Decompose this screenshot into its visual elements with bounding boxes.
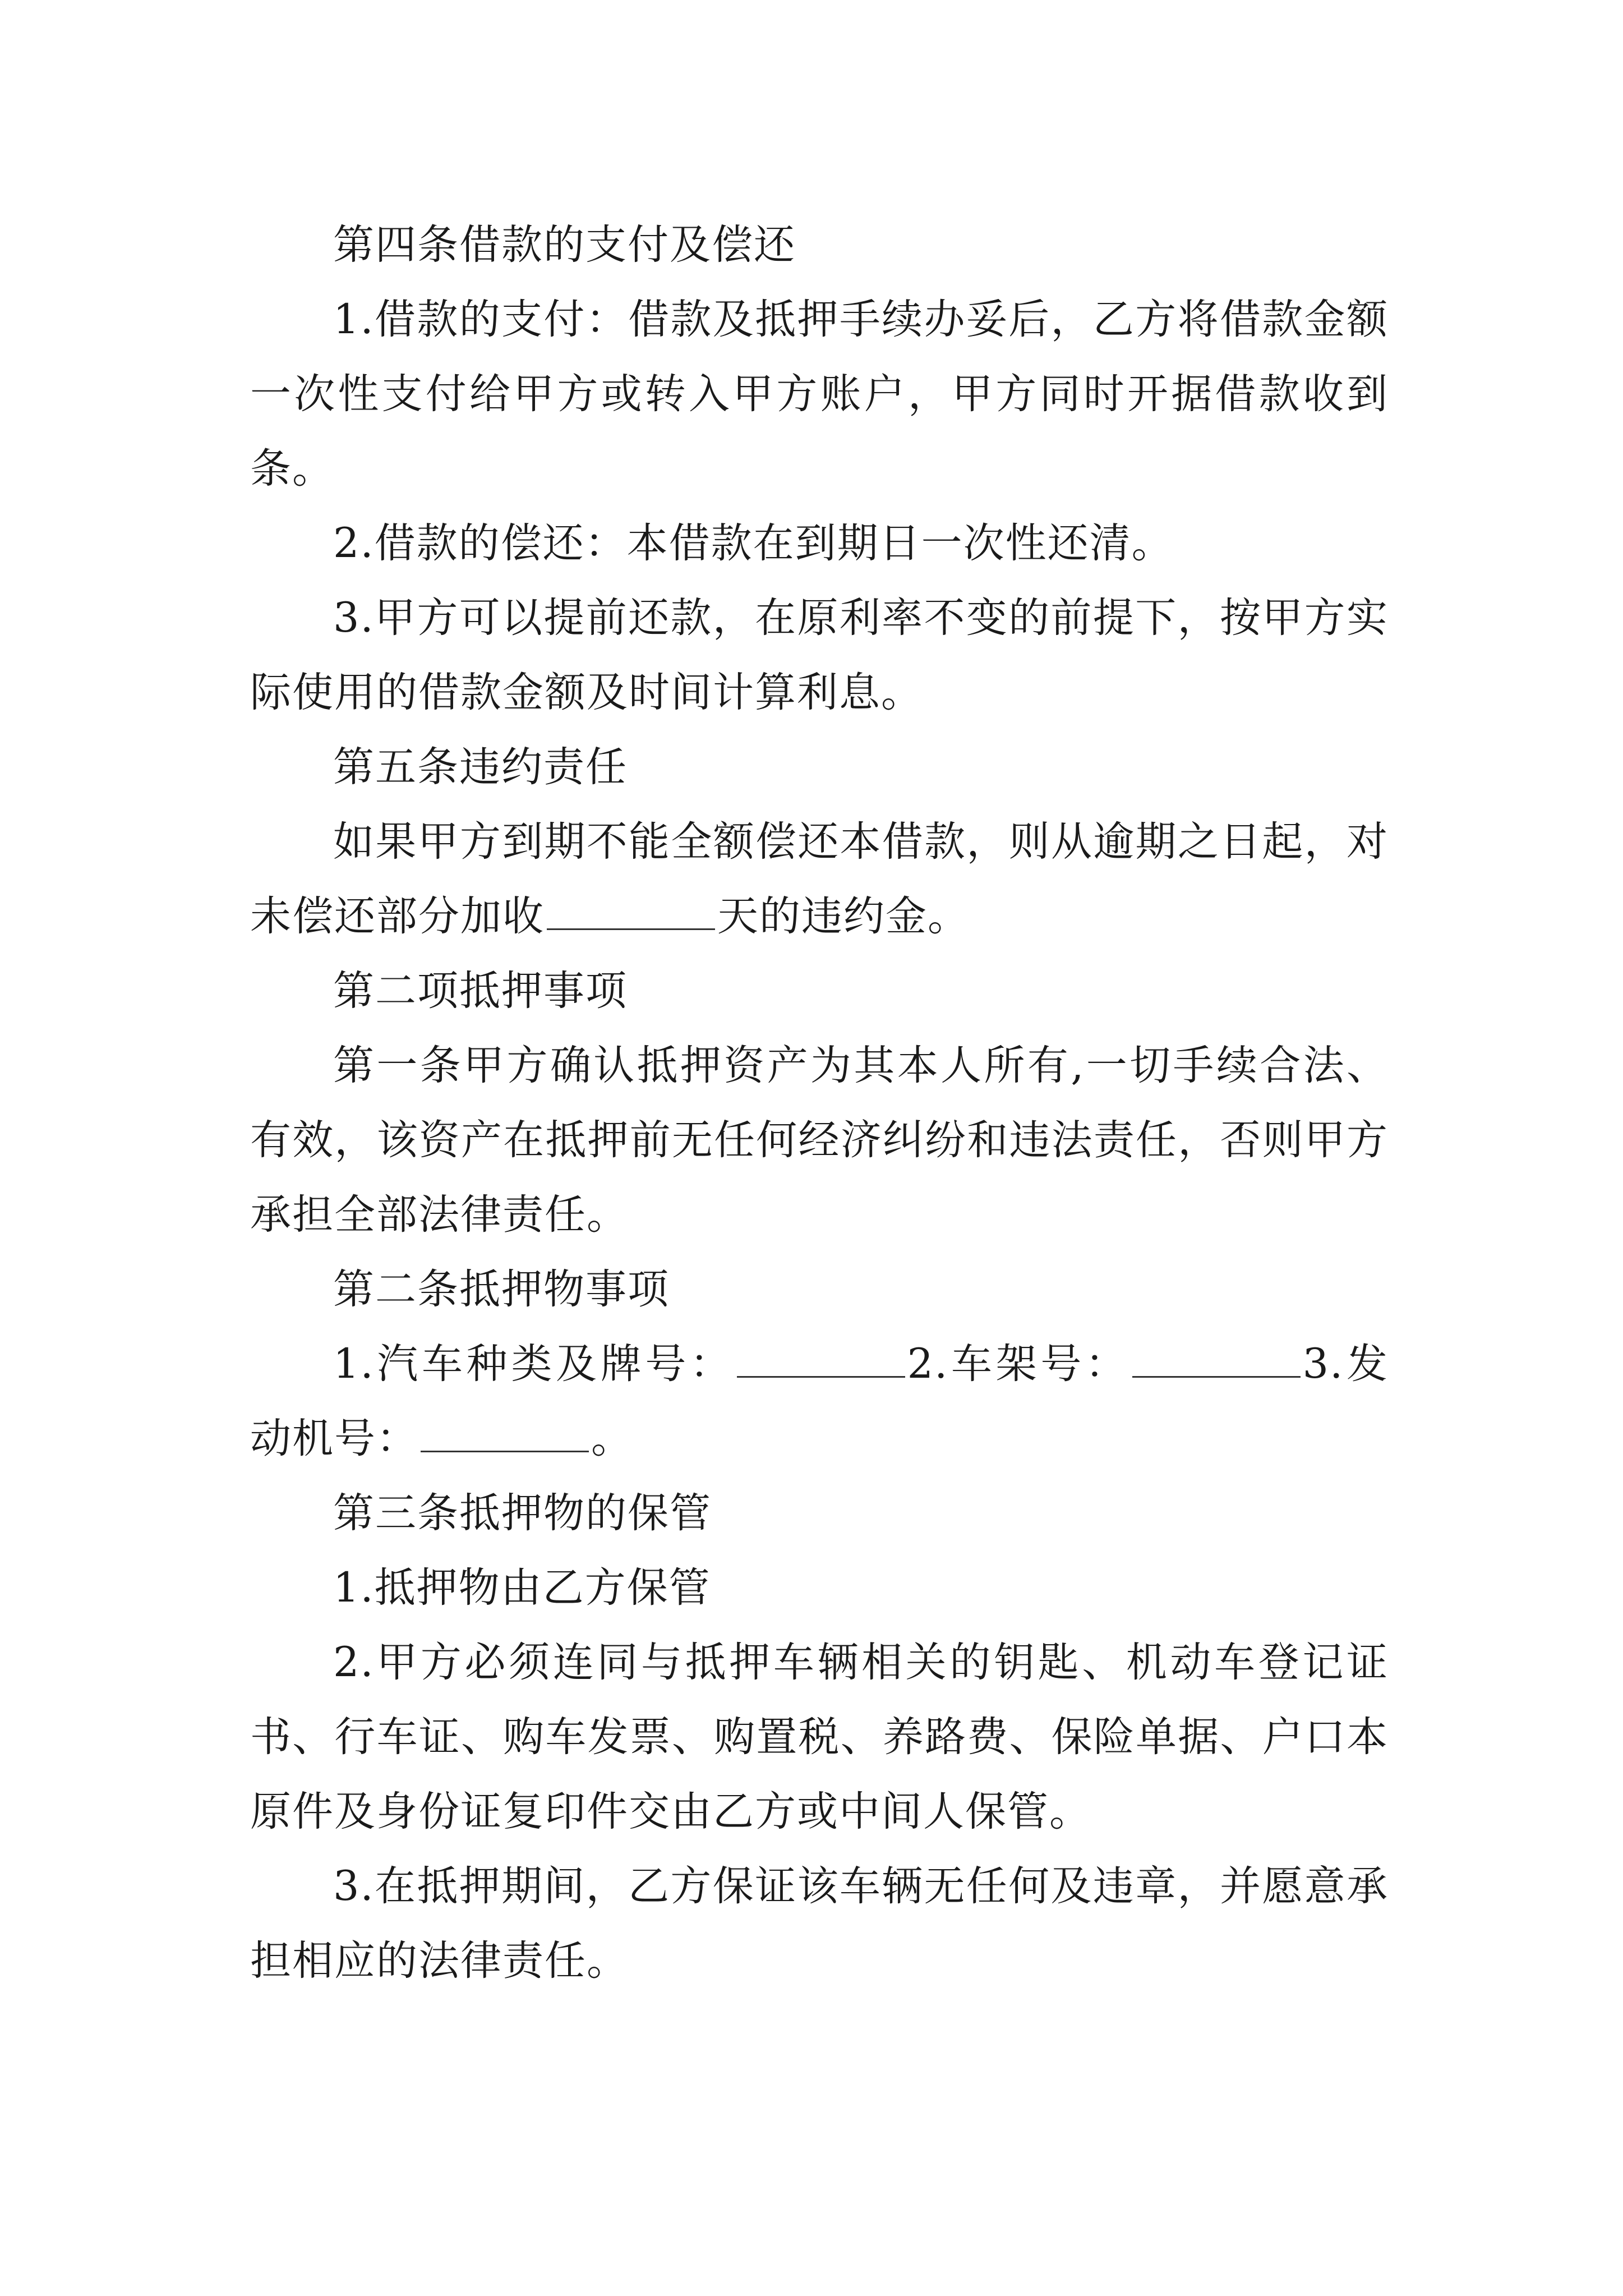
article-5-heading: 第五条违约责任 — [333, 743, 628, 791]
article-4-item-2: 2.借款的偿还：本借款在到期日一次性还清。 — [333, 519, 1174, 567]
frame-number-blank[interactable] — [1132, 1339, 1301, 1378]
vehicle-type-plate-blank[interactable] — [737, 1339, 905, 1378]
engine-number-label: 3.发动机号： — [250, 1340, 1389, 1462]
collateral-details — [250, 1327, 1389, 1476]
contract-page — [250, 208, 1389, 1998]
vehicle-type-plate-label: 1.汽车种类及牌号： — [333, 1340, 735, 1388]
collateral-details-end: 。 — [591, 1415, 633, 1462]
section-2-heading: 第二项抵押事项 — [333, 967, 628, 1015]
section-2-article-1: 第一条甲方确认抵押资产为其本人所有,一切手续合法、有效，该资产在抵押前无任何经济纠纷和违法责任，否则甲方承担全部法律责任。 — [250, 1042, 1389, 1239]
section-2-article-3-item-2: 2.甲方必须连同与抵押车辆相关的钥匙、机动车登记证书、行车证、购车发票、购置税、养路费、保险单据、户口本原件及身份证复印件交由乙方或中间人保管。 — [250, 1639, 1389, 1835]
article-4-heading: 第四条借款的支付及偿还 — [333, 221, 796, 269]
frame-number-label: 2.车架号： — [907, 1340, 1130, 1388]
article-5-text-before: 如果甲方到期不能全额偿还本借款，则从逾期之日起，对未偿还部分加收 — [250, 818, 1389, 940]
section-2-article-3-item-3: 3.在抵押期间，乙方保证该车辆无任何及违章，并愿意承担相应的法律责任。 — [250, 1862, 1389, 1985]
section-2-article-2-heading: 第二条抵押物事项 — [333, 1266, 670, 1313]
article-5-text — [250, 804, 1389, 954]
article-4-item-3: 3.甲方可以提前还款，在原利率不变的前提下，按甲方实际使用的借款金额及时间计算利息。 — [250, 594, 1389, 716]
section-2-article-3-item-1: 1.抵押物由乙方保管 — [333, 1564, 711, 1612]
article-5-text-after: 天的违约金。 — [717, 892, 970, 940]
penalty-days-blank[interactable] — [547, 891, 715, 930]
section-2-article-3-heading: 第三条抵押物的保管 — [333, 1489, 712, 1537]
article-4-item-1: 1.借款的支付：借款及抵押手续办妥后，乙方将借款金额一次性支付给甲方或转入甲方账户，甲方同时开据借款收到条。 — [250, 296, 1389, 493]
engine-number-blank[interactable] — [421, 1414, 589, 1452]
